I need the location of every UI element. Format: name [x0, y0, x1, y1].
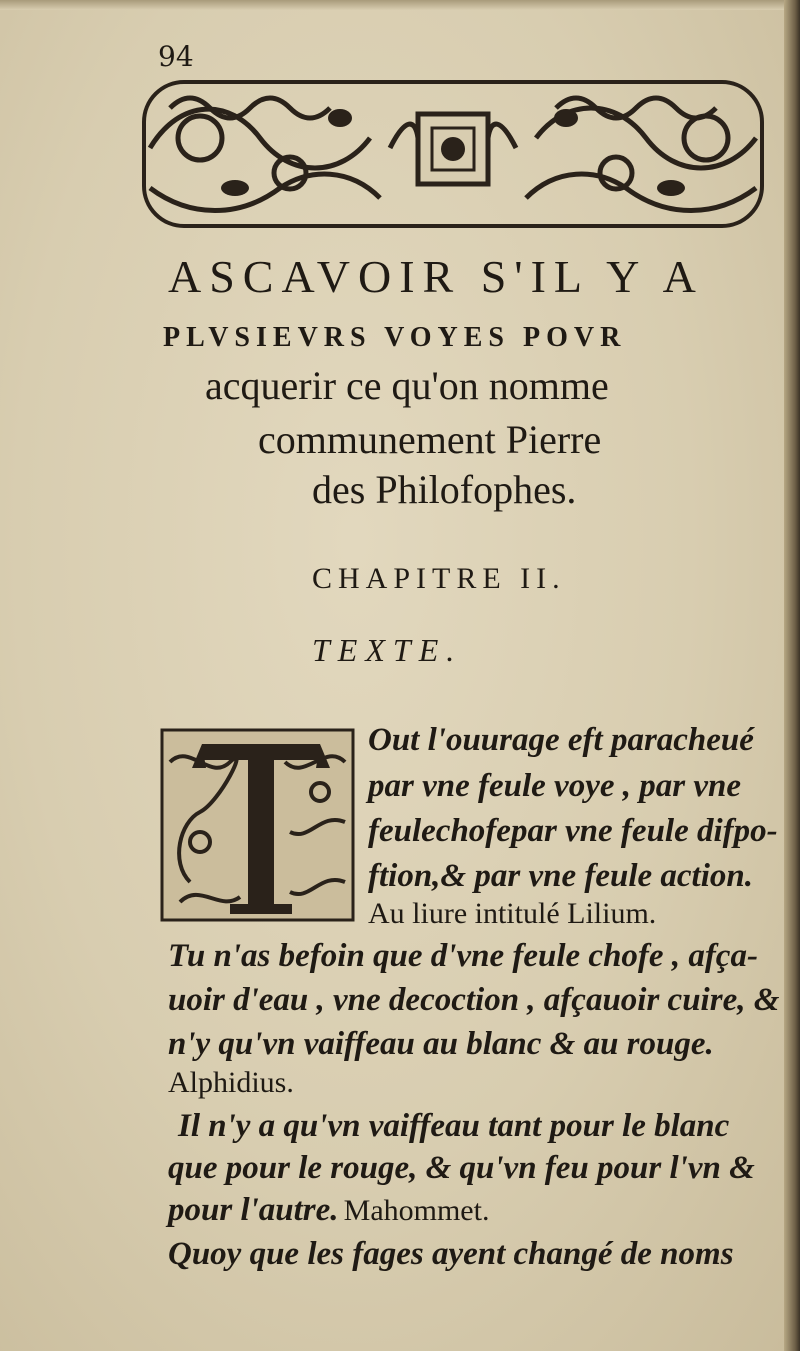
title-line-5: des Philofophes. [312, 467, 577, 512]
body-line-12-text: pour l'autre. [168, 1192, 339, 1228]
source-lilium: Au liure intitulé Lilium. [368, 897, 657, 930]
body-line-11: que pour le rouge, & qu'vn feu pour l'vn & [168, 1150, 755, 1186]
body-line-2: par vne feule voye , par vne [368, 768, 741, 804]
author-mahommet: Mahommet. [343, 1194, 490, 1227]
texte-heading: TEXTE. [312, 632, 463, 668]
body-line-6: Tu n'as befoin que d'vne feule chofe , afça- [168, 938, 758, 974]
title-line-1: ASCAVOIR S'IL Y A [168, 251, 704, 302]
body-line-8: n'y qu'vn vaiffeau au blanc & au rouge. [168, 1026, 714, 1062]
page-top-edge [0, 0, 786, 10]
chapter-heading: CHAPITRE II. [312, 562, 566, 595]
body-line-7: uoir d'eau , vne decoction , afçauoir cuire, & [168, 982, 780, 1018]
book-gutter [784, 0, 800, 1351]
body-line-1: Out l'ouurage eft paracheué [368, 722, 754, 758]
page-number: 94 [158, 40, 194, 73]
body-line-13: Quoy que les fages ayent changé de noms [168, 1236, 734, 1272]
body-line-3: feulechofepar vne feule difpo- [368, 813, 778, 849]
body-line-4: ftion,& par vne feule action. [368, 858, 753, 894]
decorated-initial-t-icon [160, 722, 355, 924]
ornamental-headpiece-icon [140, 78, 766, 230]
author-alphidius: Alphidius. [168, 1066, 294, 1099]
body-line-12 [168, 1192, 489, 1229]
title-line-4: communement Pierre [258, 417, 602, 462]
title-line-2: PLVSIEVRS VOYES POVR [163, 322, 627, 353]
title-line-3: acquerir ce qu'on nomme [205, 363, 609, 408]
body-line-10: Il n'y a qu'vn vaiffeau tant pour le blanc [178, 1108, 730, 1144]
